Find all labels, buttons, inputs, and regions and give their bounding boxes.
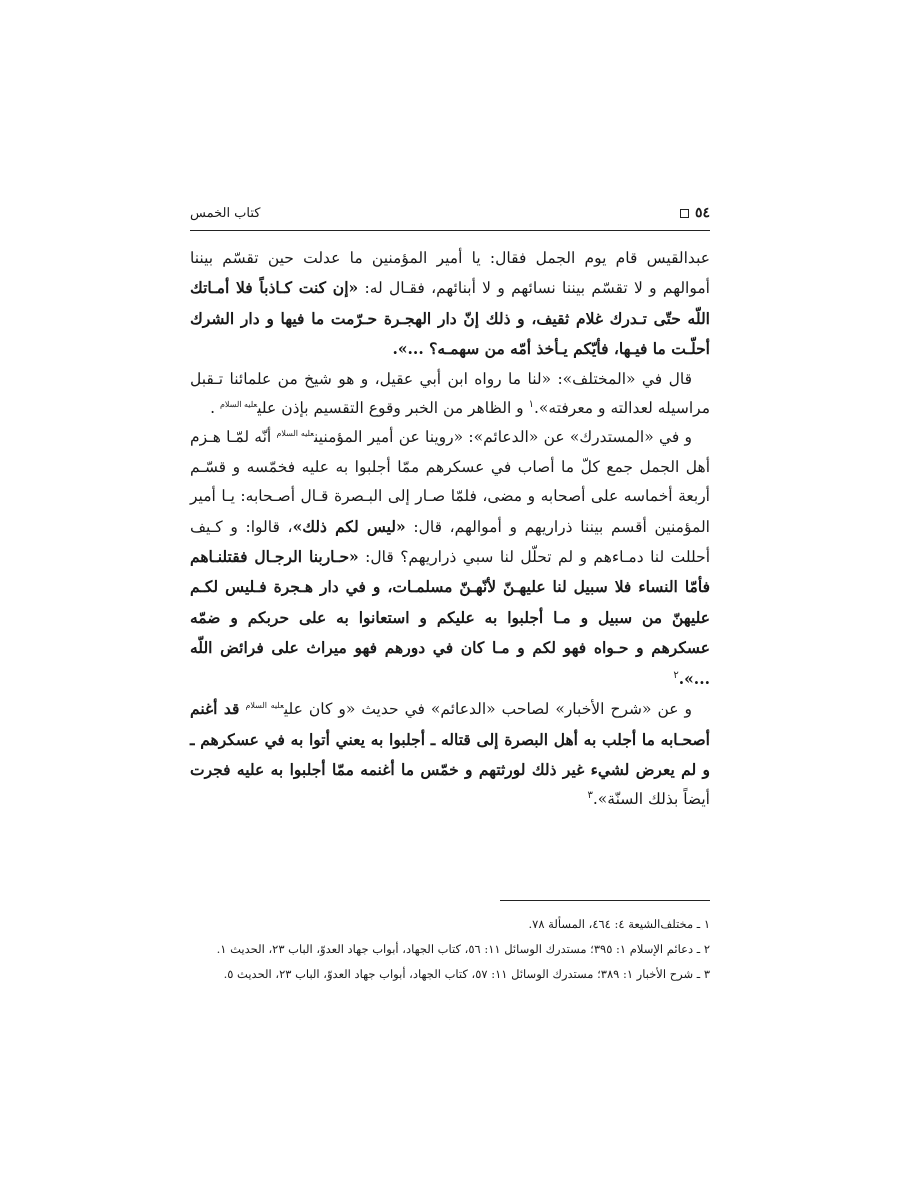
text-run: أنّه لمّـا هـزم أهل الجمل جمع كلّ ما أصاب في عسكرهم ممّا أجلبوا به عليه فخمّسه و قسّـم أربعة أخماسه على أصحابه و مضى، فلمّا صـار إلى البـصرة قـال أصـحابه: يـا أمير المؤمنين أقسم بيننا ذراريهم و أموالهم، قال:: [190, 428, 710, 536]
bold-text-run: «ليس لكم ذلك»: [292, 516, 406, 536]
honorific-glyph: عليه السلام: [245, 700, 284, 710]
footnotes: [190, 912, 710, 987]
text-run: أيضاً بذلك السنّة».: [592, 790, 710, 809]
bold-text-run: قد أغنم أصحـابه ما أجلب به أهل البصرة إلى قتاله ـ أجلبوا به يعني أتوا به في عسكرهم ـ و لم يعرض لشيء غير ذلك لورثتهم و خمّس ما أغنمه ممّا أجلبوا به عليه فجرت: [190, 699, 710, 779]
text-run: ، قالوا: و كـيف أحللت لنا دمـاءهم و لم تحلّل لنا سبي ذراريهم؟ قال:: [190, 517, 710, 567]
footnote-marker: ٣: [587, 790, 593, 802]
bold-text-run: «إن كنت كـاذباً فلا أمـاتك اللّه حتّى تـدرك غلام ثقيف، و ذلك إنّ دار الهجـرة حـرّمت ما فيها و دار الشرك أحلّـت ما فيـها، فأيّكم يـأخذ أمّه من سهمـه؟ ...».: [190, 278, 710, 359]
honorific-glyph: عليه السلام: [276, 429, 315, 439]
footnote-1: ١ ـ مختلف‌الشيعة ٤: ٤٦٤، المسألة ٧٨.: [528, 917, 710, 931]
paragraph: [190, 244, 710, 365]
running-title: كتاب الخمس: [190, 205, 261, 221]
page-header: [190, 200, 710, 231]
text-run: و عن «شرح الأخبار» لصاحب «الدعائم» في حديث «و كان علي: [283, 700, 693, 719]
text-run: قال في «المختلف»: «لنا ما رواه ابن أبي عقيل، و هو شيخ من علمائنا تـقبل مراسيله لعدالته و معرفته».: [190, 369, 710, 418]
footnote-marker: ١: [528, 398, 534, 410]
page-number-group: [680, 205, 710, 221]
footnote-marker: ٢: [673, 669, 679, 681]
footnote-3: ٣ ـ شرح الأخبار ١: ٣٨٩؛ مستدرك الوسائل ١١: ٥٧، كتاب الجهاد، أبواب جهاد العدوّ، الباب ٢٣، الحديث ٥.: [223, 967, 710, 981]
footnote-divider: [500, 900, 710, 901]
text-run: و في «المستدرك» عن «الدعائم»: «روينا عن أمير المؤمنين: [314, 428, 692, 447]
footnote-2: ٢ ـ دعائم الإسلام ١: ٣٩٥؛ مستدرك الوسائل ١١: ٥٦، كتاب الجهاد، أبواب جهاد العدوّ، الباب ٢٣، الحديث ١.: [216, 942, 710, 956]
paragraph: [190, 423, 710, 694]
paragraph: [190, 365, 710, 424]
square-bullet-icon: [680, 209, 689, 218]
text-run: و الظاهر من الخبر وقوع التقسيم بإذن علي: [257, 399, 529, 418]
text-run: .: [210, 399, 220, 418]
page-number: ٥٤: [694, 205, 710, 221]
main-text: [190, 244, 710, 815]
paragraph: [190, 694, 710, 815]
bold-text-run: «حـاربنا الرجـال فقتلنـاهم فأمّا النساء فلا سبيل لنا عليهـنّ لأنّهـنّ مسلمـات، و في دار هـجرة فـليس لكـم عليهنّ من سبيل و مـا أجلبوا به عليكم و استعانوا به على حربكم و ضمّه عسكرهم و حـواه فهو لكم و مـا كان في دورهم فهو ميراث على فرائض اللّه ...».: [190, 547, 710, 688]
honorific-glyph: عليه السلام: [219, 399, 258, 409]
text-run: عبدالقيس قام يوم الجمل فقال: يا أمير المؤمنين ما عدلت حين تقسّم بيننا أموالهم و لا تقسّم بيننا نسائهم و لا أبنائهم، فقـال له:: [190, 249, 710, 298]
